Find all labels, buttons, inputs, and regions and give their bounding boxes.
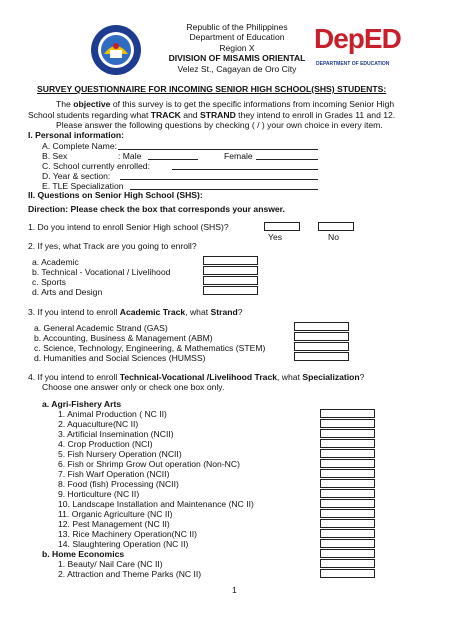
agri-item-9: 9. Horticulture (NC II) bbox=[58, 489, 140, 499]
agri-item-3: 3. Artificial Insemination (NCII) bbox=[58, 429, 174, 439]
agri-item-2: 2. Aquaculture(NC II) bbox=[58, 419, 139, 429]
agri-checkbox-14[interactable] bbox=[320, 539, 375, 548]
agri-checkbox-13[interactable] bbox=[320, 529, 375, 538]
agri-checkbox-7[interactable] bbox=[320, 469, 375, 478]
page-number: 1 bbox=[232, 585, 237, 595]
agri-checkbox-8[interactable] bbox=[320, 479, 375, 488]
q2-techvoc-checkbox[interactable] bbox=[203, 266, 258, 275]
section-personal-info-heading: I. Personal information: bbox=[28, 130, 124, 140]
survey-title: SURVEY QUESTIONNAIRE FOR INCOMING SENIOR HIGH SCHOOL(SHS) STUDENTS: bbox=[37, 84, 387, 94]
agri-item-12: 12. Pest Management (NC II) bbox=[58, 519, 170, 529]
agri-checkbox-6[interactable] bbox=[320, 459, 375, 468]
male-field[interactable] bbox=[148, 159, 198, 160]
label-male: : Male bbox=[118, 151, 142, 161]
q2-option-sports: c. Sports bbox=[32, 277, 66, 287]
q3-gas-checkbox[interactable] bbox=[294, 322, 349, 331]
category-home-economics: b. Home Economics bbox=[42, 549, 125, 559]
question-3: 3. If you intend to enroll Academic Track, what Strand? bbox=[28, 307, 243, 317]
agri-checkbox-11[interactable] bbox=[320, 509, 375, 518]
label-female: Female bbox=[224, 151, 253, 161]
agri-item-10: 10. Landscape Installation and Maintenance (NC II) bbox=[58, 499, 254, 509]
deped-logo bbox=[314, 19, 401, 77]
deped-logo-text: DepED bbox=[314, 23, 401, 54]
agri-checkbox-1[interactable] bbox=[320, 409, 375, 418]
q1-yes-label: Yes bbox=[268, 232, 283, 242]
agri-checkbox-2[interactable] bbox=[320, 419, 375, 428]
agri-item-4: 4. Crop Production (NCI) bbox=[58, 439, 153, 449]
agri-checkbox-4[interactable] bbox=[320, 439, 375, 448]
home-checkbox-1[interactable] bbox=[320, 559, 375, 568]
agri-item-5: 5. Fish Nursery Operation (NCII) bbox=[58, 449, 182, 459]
question-1: 1. Do you intend to enroll Senior High school (SHS)? bbox=[28, 222, 229, 232]
label-complete-name: A. Complete Name: bbox=[42, 141, 117, 151]
home-item-2: 2. Attraction and Theme Parks (NC II) bbox=[58, 569, 202, 579]
q1-no-label: No bbox=[328, 232, 339, 242]
instruction-line: Please answer the following questions by checking ( / ) your own choice in every item. bbox=[56, 120, 383, 130]
home-item-1: 1. Beauty/ Nail Care (NC II) bbox=[58, 559, 163, 569]
objective-line-2: School students regarding what TRACK and STRAND they intend to enroll in Grades 11 and 12. bbox=[28, 110, 396, 120]
q1-yes-checkbox[interactable] bbox=[264, 222, 300, 231]
agri-checkbox-12[interactable] bbox=[320, 519, 375, 528]
question-2: 2. If yes, what Track are you going to enroll? bbox=[28, 241, 197, 251]
q3-option-abm: b. Accounting, Business & Management (ABM) bbox=[34, 333, 213, 343]
q2-academic-checkbox[interactable] bbox=[203, 256, 258, 265]
section-shs-heading: II. Questions on Senior High School (SHS): bbox=[28, 190, 203, 200]
agri-item-11: 11. Organic Agriculture (NC II) bbox=[58, 509, 173, 519]
label-year-section: D. Year & section: bbox=[42, 171, 111, 181]
header-address: Velez St., Cagayan de Oro City bbox=[177, 64, 297, 74]
q2-option-academic: a. Academic bbox=[32, 257, 79, 267]
objective-line-1: The objective of this survey is to get the specific informations from incoming Senior High bbox=[56, 99, 395, 109]
q2-option-arts-design: d. Arts and Design bbox=[32, 287, 103, 297]
q2-arts-design-checkbox[interactable] bbox=[203, 286, 258, 295]
q2-sports-checkbox[interactable] bbox=[203, 276, 258, 285]
direction-text: Direction: Please check the box that corresponds your answer. bbox=[28, 204, 285, 214]
category-agri-fishery: a. Agri-Fishery Arts bbox=[42, 399, 122, 409]
agri-item-14: 14. Slaughtering Operation (NC II) bbox=[58, 539, 189, 549]
agri-checkbox-3[interactable] bbox=[320, 429, 375, 438]
q3-abm-checkbox[interactable] bbox=[294, 332, 349, 341]
complete-name-field[interactable] bbox=[118, 149, 318, 150]
agri-checkbox-9[interactable] bbox=[320, 489, 375, 498]
agri-item-8: 8. Food (fish) Processing (NCII) bbox=[58, 479, 179, 489]
home-checkbox-2[interactable] bbox=[320, 569, 375, 578]
female-field[interactable] bbox=[256, 159, 318, 160]
year-section-field[interactable] bbox=[120, 179, 318, 180]
deped-logo-subtext: DEPARTMENT OF EDUCATION bbox=[316, 61, 390, 67]
agri-item-13: 13. Rice Machinery Operation(NC II) bbox=[58, 529, 197, 539]
agri-item-7: 7. Fish Warf Operation (NCII) bbox=[58, 469, 170, 479]
header-line-3: Region X bbox=[219, 43, 255, 53]
q3-stem-checkbox[interactable] bbox=[294, 342, 349, 351]
school-enrolled-field[interactable] bbox=[172, 169, 318, 170]
agri-checkbox-5[interactable] bbox=[320, 449, 375, 458]
q3-humss-checkbox[interactable] bbox=[294, 352, 349, 361]
header-line-2: Department of Education bbox=[189, 32, 285, 42]
label-tle-specialization: E. TLE Specialization bbox=[42, 181, 124, 191]
question-4: 4. If you intend to enroll Technical-Vocational /Livelihood Track, what Specialization? bbox=[28, 372, 365, 382]
agri-checkbox-10[interactable] bbox=[320, 499, 375, 508]
home-checkbox-0[interactable] bbox=[320, 549, 375, 558]
q3-option-humss: d. Humanities and Social Sciences (HUMSS) bbox=[34, 353, 206, 363]
agri-item-1: 1. Animal Production ( NC II) bbox=[58, 409, 167, 419]
q3-option-gas: a. General Academic Strand (GAS) bbox=[34, 323, 168, 333]
label-school-enrolled: C. School currently enrolled: bbox=[42, 161, 150, 171]
label-sex: B. Sex bbox=[42, 151, 68, 161]
header-division: DIVISION OF MISAMIS ORIENTAL bbox=[168, 53, 306, 63]
q2-option-techvoc: b. Technical - Vocational / Livelihood bbox=[32, 267, 171, 277]
agri-item-6: 6. Fish or Shrimp Grow Out operation (Non-NC) bbox=[58, 459, 240, 469]
q3-option-stem: c. Science, Technology, Engineering, & Mathematics (STEM) bbox=[34, 343, 266, 353]
header-line-1: Republic of the Philippines bbox=[186, 22, 288, 32]
q4-instruction: Choose one answer only or check one box only. bbox=[42, 382, 225, 392]
q1-no-checkbox[interactable] bbox=[318, 222, 354, 231]
